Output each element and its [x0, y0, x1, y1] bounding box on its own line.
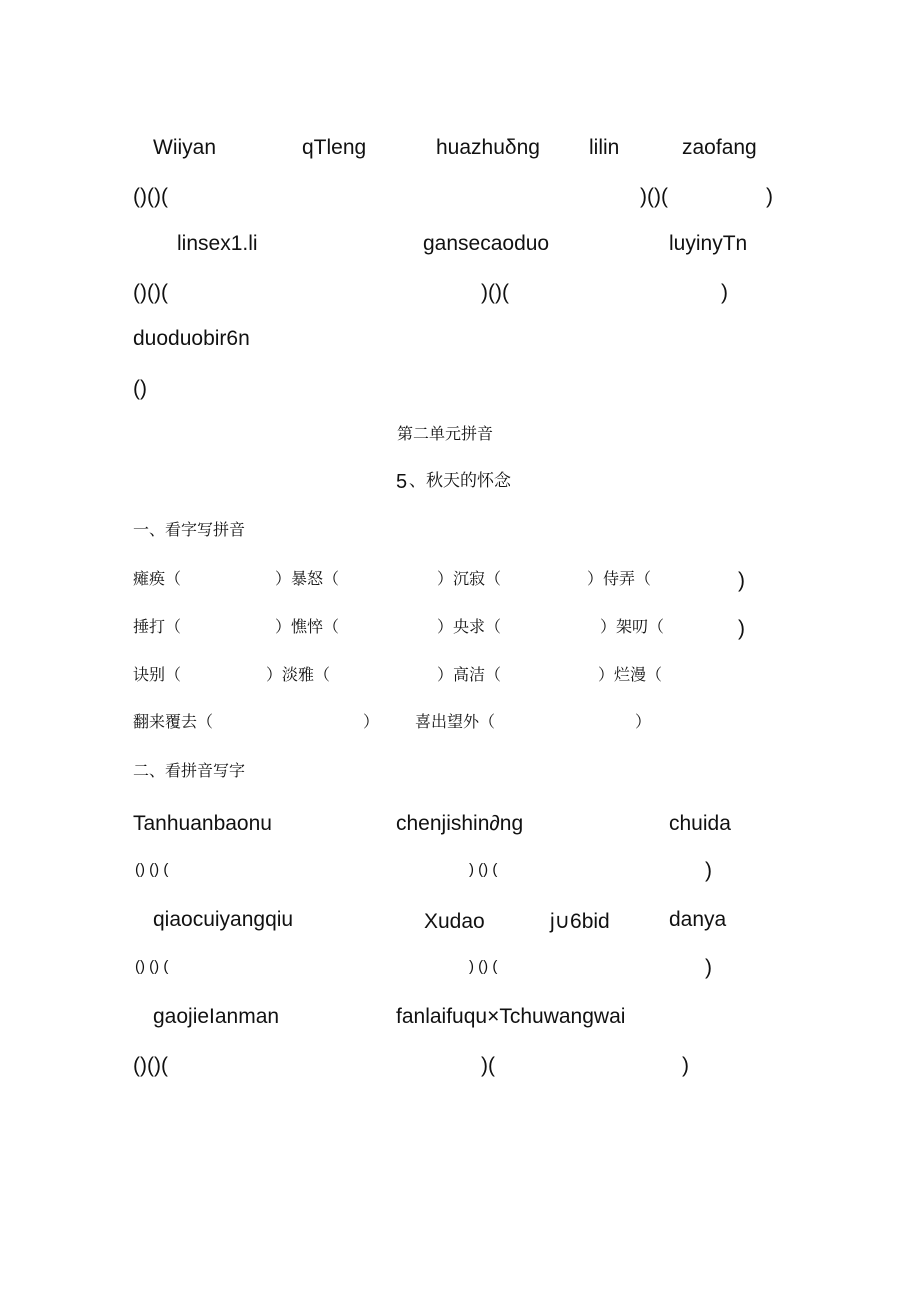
- pinyin-item: chenjishin∂ng: [396, 812, 524, 835]
- unit-title: 第二单元拼音: [397, 424, 494, 443]
- answer-parentheses: ): [705, 956, 712, 979]
- pinyin-item: huazhuδng: [436, 136, 540, 159]
- word-item: ）烂漫（: [598, 665, 663, 684]
- pinyin-item: lilin: [589, 136, 620, 159]
- answer-parentheses: ）: [363, 712, 380, 731]
- word-item: 翻来覆去（: [133, 712, 214, 731]
- section-heading: 一、看字写拼音: [133, 520, 246, 539]
- pinyin-item: gansecaoduo: [423, 232, 550, 255]
- word-item: ）憔悴（: [275, 617, 340, 636]
- word-item: ）央求（: [437, 617, 502, 636]
- answer-parentheses: ()()(: [133, 1054, 168, 1077]
- answer-parentheses: )()(: [481, 281, 509, 304]
- word-item: ）沉寂（: [437, 569, 502, 588]
- word-item: ）高洁（: [437, 665, 502, 684]
- pinyin-item: zaofang: [682, 136, 757, 159]
- answer-parentheses: ): [721, 281, 728, 304]
- answer-parentheses: )(: [481, 1054, 495, 1077]
- answer-parentheses: ): [682, 1054, 689, 1077]
- pinyin-item: Xudao: [424, 910, 485, 933]
- pinyin-item: qTleng: [302, 136, 367, 159]
- pinyin-item: j∪6bid: [550, 910, 610, 933]
- word-item: ）暴怒（: [275, 569, 340, 588]
- lesson-number: 5: [396, 471, 408, 493]
- pinyin-item: Tanhuanbaonu: [133, 812, 272, 835]
- pinyin-item: Wiiyan: [153, 136, 217, 159]
- answer-parentheses: ()()(: [133, 281, 168, 304]
- answer-parentheses: ) () (: [469, 958, 498, 975]
- answer-parentheses: ) () (: [469, 861, 498, 878]
- section-heading: 二、看拼音写字: [133, 761, 246, 780]
- answer-parentheses: ): [738, 617, 745, 640]
- pinyin-item: duoduobir6n: [133, 327, 250, 350]
- answer-parentheses: ）: [635, 712, 652, 731]
- answer-parentheses: ): [766, 185, 773, 208]
- word-item: ）侍弄（: [587, 569, 652, 588]
- answer-parentheses: () () (: [135, 958, 169, 975]
- answer-parentheses: )()(: [640, 185, 668, 208]
- pinyin-item: luyinyTn: [669, 232, 748, 255]
- answer-parentheses: ): [705, 859, 712, 882]
- word-item: ）淡雅（: [266, 665, 331, 684]
- word-item: 瘫痪（: [133, 569, 182, 588]
- word-item: 喜出望外（: [415, 712, 496, 731]
- pinyin-item: danya: [669, 908, 727, 931]
- answer-parentheses: (): [133, 377, 147, 400]
- lesson-title: 、秋天的怀念: [409, 471, 511, 491]
- pinyin-item: gaojieIanman: [153, 1005, 280, 1028]
- answer-parentheses: ()()(: [133, 185, 168, 208]
- answer-parentheses: () () (: [135, 861, 169, 878]
- pinyin-item: fanlaifuqu×Tchuwangwai: [396, 1005, 626, 1028]
- word-item: 捶打（: [133, 617, 182, 636]
- pinyin-item: qiaocuiyangqiu: [153, 908, 294, 931]
- word-item: ）架叨（: [600, 617, 665, 636]
- answer-parentheses: ): [738, 569, 745, 592]
- pinyin-item: chuida: [669, 812, 731, 835]
- word-item: 诀别（: [133, 665, 182, 684]
- pinyin-item: linsex1.li: [177, 232, 258, 255]
